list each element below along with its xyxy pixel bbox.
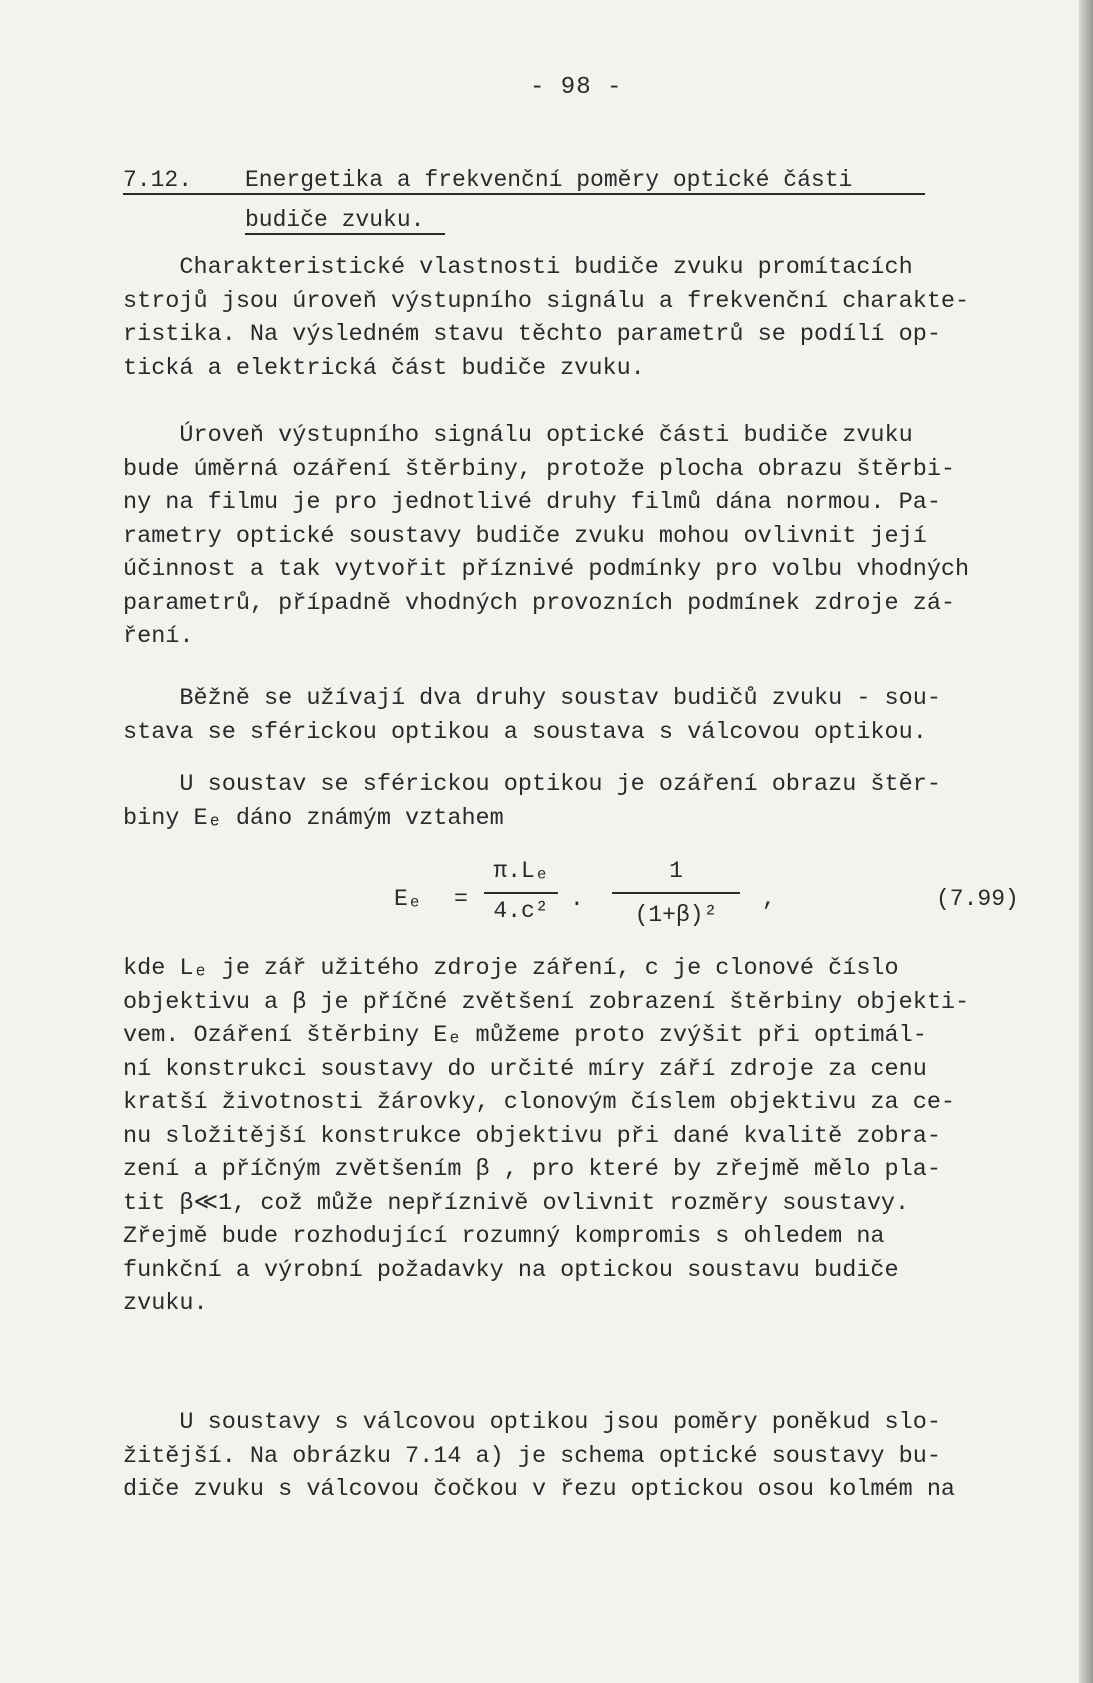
equation-comma: , xyxy=(762,886,776,912)
paragraph-4: U soustav se sférickou optikou je ozáření obrazu štěr- biny Eₑ dáno známým vztahem xyxy=(123,771,941,832)
section-title-line-2: budiče zvuku. xyxy=(245,207,425,233)
fraction-2-bar xyxy=(612,892,740,894)
paragraph-2: Úroveň výstupního signálu optické části budiče zvuku bude úměrná ozáření štěrbiny, protože plocha obrazu štěrbi- ny na filmu je pro jednotlivé druhy filmů dána normou. Pa- rametry optické soustavy budiče zvuku mohou ovlivnit její účinnost a tak vytvořit příznivé podmínky pro volbu vhodných parametrů, případně vhodných provozních podmínek zdroje zá- ření. xyxy=(123,422,970,650)
equation-7-99 xyxy=(390,852,1050,944)
section-title-line-1: Energetika a frekvenční poměry optické části xyxy=(245,167,853,193)
fraction-1-bar xyxy=(484,892,558,894)
equation-number: (7.99) xyxy=(936,886,1019,912)
paragraph-5: kde Lₑ je zář užitého zdroje záření, c je clonové číslo objektivu a β je příčné zvětšení zobrazení štěrbiny objekti- vem. Ozáření štěrbiny Eₑ můžeme proto zvýšit při optimál- ní konstrukci soustavy do určité míry září zdroje za cenu kratší životnosti žárovky, clonovým číslem objektivu za ce- nu složitější konstrukce objektivu při dané kvalitě zobra- zení a příčným zvětšením β , pro které by zřejmě mělo pla- tit β≪1, což může nepříznivě ovlivnit rozměry soustavy. Zřejmě bude rozhodující rozumný kompromis s ohledem na funkční a výrobní požadavky na optickou soustavu budiče zvuku. xyxy=(123,955,970,1317)
section-number: 7.12. xyxy=(123,167,193,193)
equation-lhs: Eₑ xyxy=(394,886,422,912)
page-edge-shadow xyxy=(1079,0,1093,1683)
heading-underline-1 xyxy=(123,193,925,195)
fraction-1-numerator: π.Lₑ xyxy=(493,858,549,884)
equation-dot: . xyxy=(570,886,584,912)
heading-underline-2 xyxy=(245,233,445,235)
fraction-2-denominator: (1+β)² xyxy=(634,902,718,928)
fraction-2-numerator: 1 xyxy=(669,858,683,884)
equation-equals: = xyxy=(454,886,468,912)
page-number: - 98 - xyxy=(530,74,623,101)
paragraph-3: Běžně se užívají dva druhy soustav budičů zvuku - sou- stava se sférickou optikou a soustava s válcovou optikou. xyxy=(123,685,941,746)
paragraph-6: U soustavy s válcovou optikou jsou poměry poněkud slo- žitější. Na obrázku 7.14 a) je schema optické soustavy bu- diče zvuku s válcovou čočkou v řezu optickou osou kolmém na xyxy=(123,1409,956,1503)
fraction-1-denominator: 4.c² xyxy=(493,898,549,924)
paragraph-1: Charakteristické vlastnosti budiče zvuku promítacích strojů jsou úroveň výstupního signálu a frekvenční charakte- ristika. Na výsledném stavu těchto parametrů se podílí op- tická a elektrická část budiče zvuku. xyxy=(123,254,970,382)
